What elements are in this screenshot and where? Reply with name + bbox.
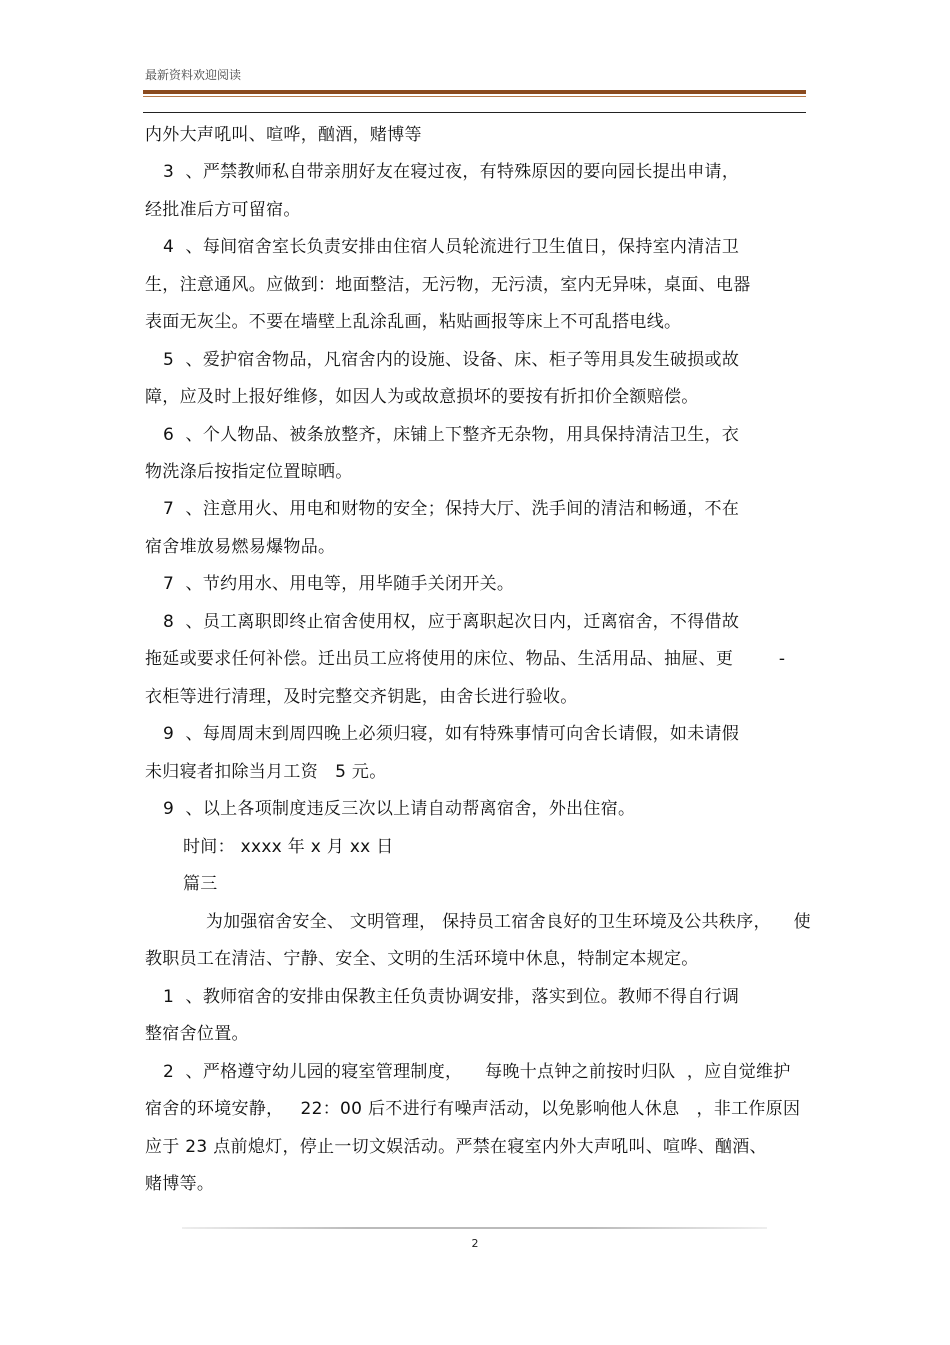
text-line: 表面无灰尘。不要在墙壁上乱涂乱画，粘贴画报等床上不可乱搭电线。 — [145, 312, 682, 332]
text-line: 8 、员工离职即终止宿舍使用权，应于离职起次日内，迁离宿舍，不得借故 — [163, 612, 740, 632]
footer-rule — [182, 1227, 767, 1229]
text-line: 障，应及时上报好维修，如因人为或故意损坏的要按有折扣价全额赔偿。 — [145, 387, 699, 407]
date-line: 时间： xxxx 年 x 月 xx 日 — [183, 837, 394, 857]
text-line: 7 、节约用水、用电等，用毕随手关闭开关。 — [163, 574, 515, 594]
text-line: 内外大声吼叫、喧哗，酗酒，赌博等 — [145, 125, 422, 145]
text-line: 未归寝者扣除当月工资 5 元。 — [145, 762, 387, 782]
section-title: 篇三 — [183, 874, 218, 894]
text-line: 生，注意通风。应做到：地面整洁，无污物，无污渍，室内无异味，桌面、电器 — [145, 275, 751, 295]
text-line: 应于 23 点前熄灯，停止一切文娱活动。严禁在寝室内外大声吼叫、喧哗、酗酒、 — [145, 1137, 767, 1157]
text-line: 宿舍堆放易燃易爆物品。 — [145, 537, 336, 557]
text-line: 物洗涤后按指定位置晾晒。 — [145, 462, 353, 482]
header-rule-under — [143, 112, 806, 113]
text-line: 拖延或要求任何补偿。迁出员工应将使用的床位、物品、生活用品、抽屉、更 - — [145, 649, 786, 669]
text-line: 赌博等。 — [145, 1174, 215, 1194]
text-line: 6 、个人物品、被条放整齐，床铺上下整齐无杂物，用具保持清洁卫生，衣 — [163, 425, 740, 445]
text-line: 4 、每间宿舍室长负责安排由住宿人员轮流进行卫生值日，保持室内清洁卫 — [163, 237, 740, 257]
text-line: 为加强宿舍安全、 文明管理， 保持员工宿舍良好的卫生环境及公共秩序， 使 — [183, 912, 811, 932]
header-rule — [143, 90, 806, 94]
header-text: 最新资料欢迎阅读 — [145, 68, 242, 82]
text-line: 9 、每周周末到周四晚上必须归寝，如有特殊事情可向舍长请假，如未请假 — [163, 724, 740, 744]
text-line: 2 、严格遵守幼儿园的寝室管理制度， 每晚十点钟之前按时归队 ，应自觉维护 — [163, 1062, 791, 1082]
text-line: 整宿舍位置。 — [145, 1024, 249, 1044]
header-rule-thin — [143, 96, 806, 97]
text-line: 经批准后方可留宿。 — [145, 200, 301, 220]
text-line: 宿舍的环境安静， 22：00 后不进行有噪声活动，以免影响他人休息 ，非工作原因 — [145, 1099, 801, 1119]
text-line: 7 、注意用火、用电和财物的安全；保持大厅、洗手间的清洁和畅通，不在 — [163, 499, 740, 519]
text-line: 教职员工在清洁、宁静、安全、文明的生活环境中休息，特制定本规定。 — [145, 949, 699, 969]
text-line: 3 、严禁教师私自带亲朋好友在寝过夜，有特殊原因的要向园长提出申请， — [163, 162, 740, 182]
text-line: 9 、以上各项制度违反三次以上请自动帮离宿舍，外出住宿。 — [163, 799, 636, 819]
text-line: 1 、教师宿舍的安排由保教主任负责协调安排，落实到位。教师不得自行调 — [163, 987, 740, 1007]
text-line: 衣柜等进行清理，及时完整交齐钥匙，由舍长进行验收。 — [145, 687, 578, 707]
page-number: 2 — [471, 1237, 479, 1250]
text-line: 5 、爱护宿舍物品，凡宿舍内的设施、设备、床、柜子等用具发生破损或故 — [163, 350, 740, 370]
